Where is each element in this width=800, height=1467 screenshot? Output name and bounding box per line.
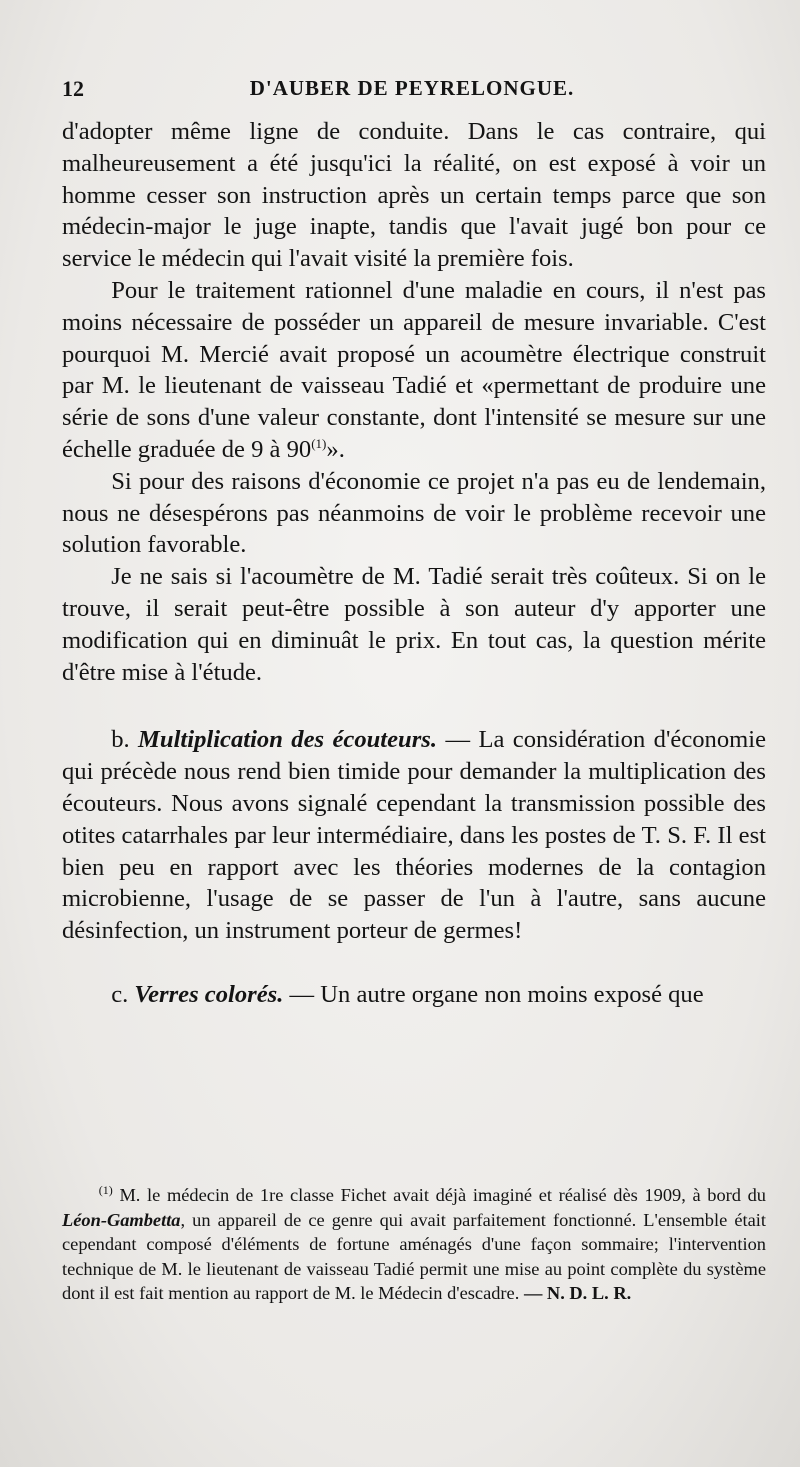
section-b-dash: — — [445, 726, 471, 754]
section-b-title: Multiplication des écouteurs. — [138, 726, 438, 754]
footnote-paragraph — [62, 1183, 766, 1306]
paragraph-2 — [62, 275, 766, 466]
paragraph-2-end: ». — [326, 435, 345, 463]
section-c — [62, 979, 766, 1011]
paragraph-4: Je ne sais si l'acoumètre de M. Tadié serait très coûteux. Si on le trouve, il serait peut-être possible à son auteur d'y apporter une modification qui en diminuât le prix. En tout cas, la question mérite d'être mise à l'étude. — [62, 563, 766, 686]
footnote-reference: (1) — [311, 435, 327, 451]
body-text — [62, 116, 766, 1011]
section-b-text: La considération d'économie qui précède nous rend bien timide pour demander la multiplication des écouteurs. Nous avons signalé cependant la transmission possible des otites catarrhales par leur intermédiaire, dans les postes de T. S. F. Il est bien peu en rapport avec les théories modernes de la contagion microbienne, l'usage de se passer de l'un à l'autre, sans aucune désinfection, un instrument porteur de germes! — [62, 726, 766, 945]
section-c-title: Verres colorés. — [134, 980, 284, 1008]
footnote — [62, 1183, 766, 1306]
footnote-text-after: , un appareil de ce genre qui avait parfaitement fonctionné. L'ensemble était cependant composé d'éléments de fortune aménagés d'une façon sommaire; l'intervention technique de M. le lieutenant de vaisseau Tadié permit une mise au point complète du système dont il est fait mention au rapport de M. le Médecin d'escadre. — [62, 1209, 766, 1304]
paragraph-1: d'adopter même ligne de conduite. Dans le cas contraire, qui malheureusement a été jusqu'ici la réalité, on est exposé à voir un homme cesser son instruction après un certain temps parce que son médecin-major le juge inapte, tandis que l'avait jugé bon pour ce service le médecin qui l'avait visité la première fois. — [62, 118, 766, 273]
paragraph-2-text: Pour le traitement rationnel d'une maladie en cours, il n'est pas moins nécessaire de posséder un appareil de mesure invariable. C'est pourquoi M. Mercié avait proposé un acoumètre électrique construit par M. le lieutenant de vaisseau Tadié et «permettant de produire une série de sons d'une valeur constante, dont l'intensité se mesure sur une échelle graduée de 9 à 90 — [62, 276, 766, 463]
section-c-marker: c. — [111, 980, 129, 1008]
footnote-ship-name: Léon-Gambetta — [62, 1209, 181, 1230]
section-c-text: Un autre organe non moins exposé que — [320, 980, 704, 1008]
section-b — [62, 724, 766, 947]
paragraph-3: Si pour des raisons d'économie ce projet n'a pas eu de lendemain, nous ne désespérons pas néanmoins de voir le problème recevoir une solution favorable. — [62, 467, 766, 559]
footnote-text-before: M. le médecin de 1re classe Fichet avait déjà imaginé et réalisé dès 1909, à bord du — [119, 1185, 766, 1205]
footnote-marker: (1) — [98, 1182, 113, 1197]
section-b-marker: b. — [111, 726, 130, 754]
running-head: D'AUBER DE PEYRELONGUE. — [249, 76, 575, 100]
page-header — [62, 76, 762, 106]
footnote-signature: — N. D. L. R. — [523, 1283, 632, 1304]
page-number: 12 — [62, 76, 84, 101]
section-c-dash: — — [289, 980, 315, 1008]
